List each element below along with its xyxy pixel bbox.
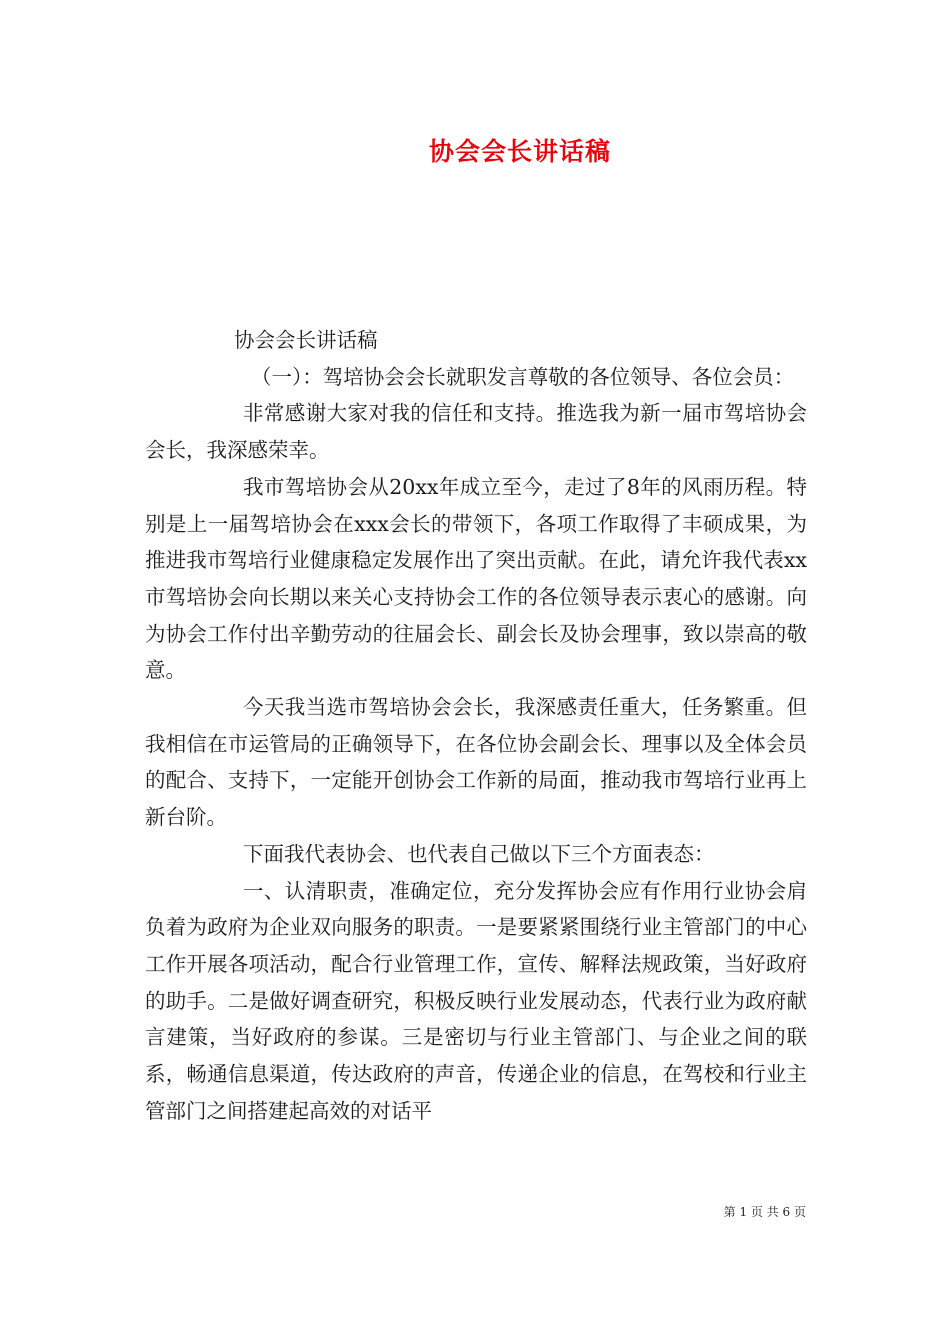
page-title: 协会会长讲话稿	[428, 137, 611, 166]
document-subtitle: 协会会长讲话稿	[234, 328, 378, 352]
paragraph: 下面我代表协会、也代表自己做以下三个方面表态：	[243, 841, 715, 866]
paragraph: 我市驾培协会从20xx年成立至今，走过了8年的风雨历程。特别是上一届驾培协会在xxx会长的带领下，各项工作取得了丰硕成果，为推进我市驾培行业健康稳定发展作出了突出贡献。在此，请允许我代表xx市驾培协会向长期以来关心支持协会工作的各位领导表示衷心的感谢。向为协会工作付出辛勤劳动的往届会长、副会长及协会理事，致以崇高的敬意。	[145, 474, 807, 683]
page-number: 第 1 页 共 6 页	[723, 1205, 806, 1219]
document-body	[145, 322, 807, 1129]
paragraph: （一）：驾培协会会长就职发言尊敬的各位领导、各位会员：	[251, 364, 795, 389]
paragraph: 一、认清职责，准确定位，充分发挥协会应有作用行业协会肩负着为政府为企业双向服务的职责。一是要紧紧围绕行业主管部门的中心工作开展各项活动，配合行业管理工作，宣传、解释法规政策，当好政府的助手。二是做好调查研究，积极反映行业发展动态，代表行业为政府献言建策，当好政府的参谋。三是密切与行业主管部门、与企业之间的联系，畅通信息渠道，传达政府的声音，传递企业的信息，在驾校和行业主管部门之间搭建起高效的对话平	[145, 878, 807, 1123]
paragraph: 今天我当选市驾培协会会长，我深感责任重大，任务繁重。但我相信在市运管局的正确领导下，在各位协会副会长、理事以及全体会员的配合、支持下，一定能开创协会工作新的局面，推动我市驾培行业再上新台阶。	[145, 695, 807, 830]
paragraph: 非常感谢大家对我的信任和支持。推选我为新一届市驾培协会会长，我深感荣幸。	[145, 401, 807, 463]
